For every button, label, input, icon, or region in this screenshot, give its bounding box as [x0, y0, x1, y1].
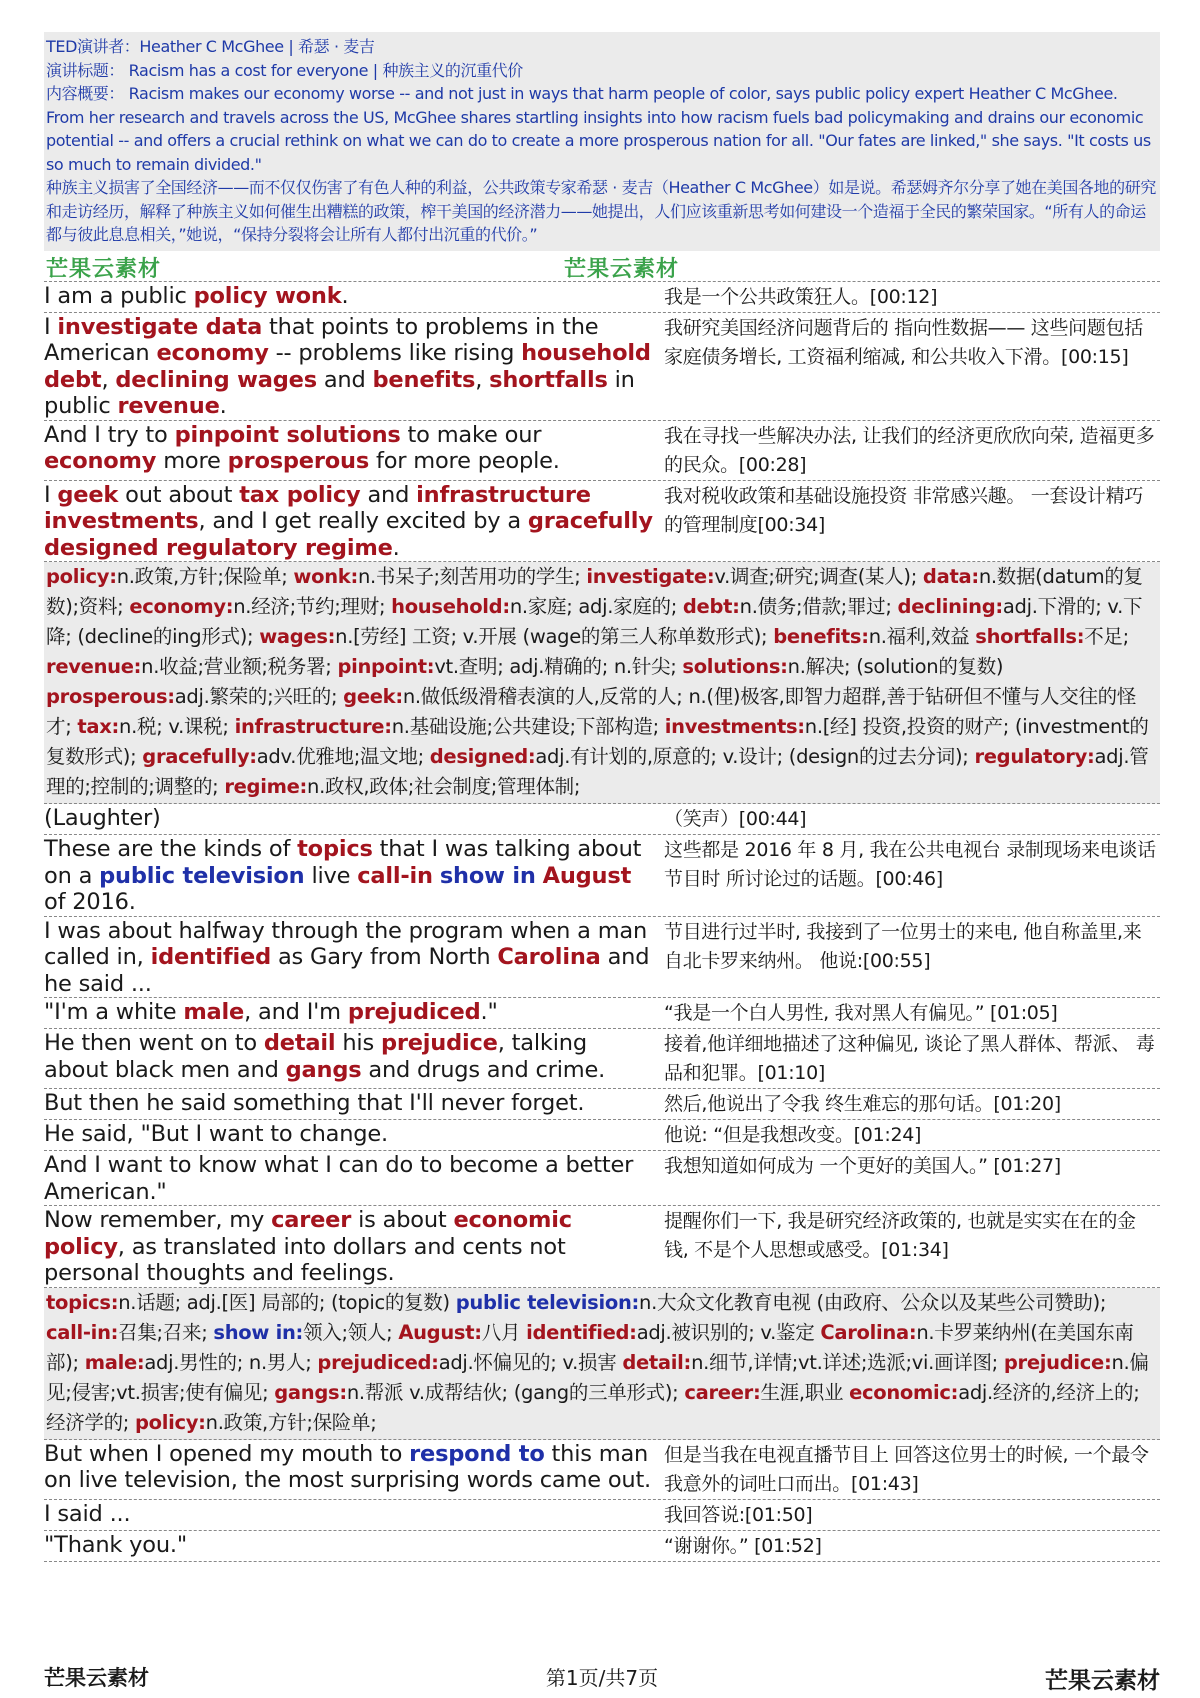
vocab-word: data:	[922, 565, 979, 588]
text-segment: is about	[351, 1207, 454, 1233]
english-line	[44, 1120, 656, 1150]
vocab-definition: n.数据(datum的复数);资料;	[46, 565, 1143, 618]
text-segment: These are the kinds of	[44, 836, 298, 862]
english-line	[44, 1531, 656, 1561]
english-line	[44, 421, 656, 480]
keyword: show in	[439, 862, 536, 889]
vocab-definition: adv.优雅地;温文地;	[256, 745, 430, 768]
vocab-entry	[213, 1321, 398, 1344]
text-segment: , talking about black men and	[44, 1030, 587, 1083]
vocab-definition: adj.管理的;控制的;调整的;	[46, 745, 1149, 798]
vocab-entry	[46, 685, 343, 708]
text-segment: I	[44, 481, 58, 508]
vocab-word: wonk:	[293, 565, 358, 588]
transcript-row	[44, 421, 1160, 481]
keyword: household debt	[44, 340, 651, 393]
transcript-row	[44, 998, 1160, 1029]
english-line	[44, 1089, 656, 1119]
chinese-line: 但是当我在电视直播节目上 回答这位男士的时候, 一个最令我意外的词吐口而出。[01:43]	[664, 1443, 1149, 1495]
text-segment: I	[44, 313, 58, 340]
text-segment: of 2016.	[44, 889, 136, 915]
vocab-definition: n.解决; (solution的复数)	[787, 655, 1004, 678]
text-segment: , and I'm	[244, 999, 348, 1025]
vocab-definition: n.[经] 投资,投资的财产; (investment的复数形式);	[46, 715, 1149, 768]
transcript-row	[44, 481, 1160, 563]
vocab-definition: n.经济;节约;理财;	[233, 595, 392, 618]
keyword: economy	[44, 448, 157, 474]
summary-zh: 种族主义损害了全国经济——而不仅仅伤害了有色人种的利益，公共政策专家希瑟 · 麦吉（Heather C McGhee）如是说。希瑟姆齐尔分享了她在美国各地的研究和走访经历，解释了种族主义如何催生出糟糕的政策，榨干美国的经济潜力——她提出，人们应该重新思考如何建设一个造福于全民的繁荣国家。“所有人的命运都与彼此息息相关，”她说，“保持分裂将会让所有人都付出沉重的代价。”	[46, 178, 1156, 244]
transcript-block-2	[44, 804, 1160, 1288]
keyword: male	[183, 999, 245, 1025]
vocab-definition: 召集;召来;	[118, 1320, 214, 1344]
vocab-definition: n.做低级滑稽表演的人,反常的人; n.(俚)极客,即智力超群,善于钻研但不懂与人交往的怪才;	[46, 685, 1137, 738]
page-footer	[44, 1662, 1160, 1692]
text-segment: that I was talking about on a	[44, 836, 642, 889]
text-segment	[536, 863, 543, 889]
brand-watermark-left: 芒果云素材	[46, 256, 162, 282]
text-segment: this man on live television, the most surprising words came out.	[44, 1440, 652, 1493]
brand-watermark-mid: 芒果云素材	[564, 256, 680, 282]
keyword: revenue	[117, 393, 220, 419]
english-line	[44, 835, 656, 916]
transcript-row	[44, 917, 1160, 999]
vocab-word: public television:	[455, 1290, 640, 1314]
text-segment: Now remember, my	[44, 1207, 272, 1233]
vocab-word: show in:	[213, 1320, 304, 1344]
text-segment: more	[156, 448, 228, 474]
vocab-word: economic:	[849, 1380, 959, 1404]
text-segment: and drugs and crime.	[361, 1056, 606, 1083]
vocab-word: debt:	[682, 595, 740, 618]
vocab-definition: 八月	[481, 1320, 527, 1344]
vocab-entry	[684, 1381, 849, 1404]
english-line	[44, 1206, 656, 1287]
text-segment: and	[316, 366, 373, 393]
text-segment: live	[304, 862, 358, 889]
text-segment: (Laughter)	[44, 805, 161, 831]
speaker-line: TED演讲者：Heather C McGhee | 希瑟 · 麦吉	[46, 37, 375, 56]
vocab-word: August:	[398, 1320, 482, 1344]
vocab-entry	[430, 745, 975, 768]
vocab-word: topics:	[46, 1290, 119, 1314]
text-segment: He then went on to	[44, 1030, 264, 1056]
vocab-entry	[773, 625, 975, 648]
transcript-row	[44, 1089, 1160, 1120]
text-segment: in public	[44, 366, 635, 419]
vocab-definition: 领入;领人;	[303, 1320, 399, 1344]
keyword: public television	[99, 862, 305, 889]
vocab-word: economy:	[129, 595, 234, 618]
keyword: benefits	[372, 366, 476, 393]
vocab-definition: n.大众文化教育电视 (由政府、公众以及某些公司赞助);	[639, 1290, 1107, 1314]
vocab-definition: n.基础设施;公共建设;下部构造;	[391, 715, 665, 738]
text-segment: , and I get really excited by a	[198, 508, 528, 534]
vocab-definition: n.政策,方针;保险单;	[116, 565, 294, 588]
transcript-row	[44, 1151, 1160, 1206]
keyword: tax policy	[239, 481, 361, 508]
vocab-entry	[622, 1351, 1004, 1374]
transcript-row	[44, 282, 1160, 313]
vocab-word: revenue:	[46, 655, 142, 678]
chinese-line: 我在寻找一些解决办法, 让我们的经济更欣欣向荣, 造福更多的民众。[00:28]	[664, 424, 1155, 476]
english-line	[44, 917, 656, 998]
text-segment: "Thank you."	[44, 1531, 188, 1558]
text-segment: ."	[480, 999, 498, 1025]
vocab-word: household:	[391, 595, 510, 618]
vocab-entry	[135, 1411, 377, 1434]
keyword: August	[542, 862, 632, 889]
footer-brand-left: 芒果云素材	[44, 1666, 149, 1690]
vocab-word: investments:	[664, 715, 805, 738]
vocab-entry	[337, 655, 682, 678]
text-segment: But when I opened my mouth to	[44, 1440, 410, 1467]
vocab-word: infrastructure:	[234, 715, 392, 738]
chinese-line: （笑声）[00:44]	[664, 808, 807, 830]
vocab-word: designed:	[429, 745, 536, 768]
text-segment: I said ...	[44, 1500, 131, 1527]
footer-brand-right: 芒果云素材	[1045, 1668, 1160, 1694]
vocab-entry	[46, 655, 337, 678]
keyword: investigate data	[57, 313, 263, 340]
keyword: shortfalls	[489, 366, 608, 393]
keyword: gangs	[285, 1056, 362, 1083]
vocab-definition: n.收益;营业额;税务署;	[141, 655, 338, 678]
vocab-definition: vt.查明; adj.精确的; n.针尖;	[434, 655, 683, 678]
text-segment	[433, 863, 440, 889]
vocab-entry	[526, 1321, 820, 1344]
chinese-line: 接着,他详细地描述了这种偏见, 谈论了黑人群体、帮派、 毒品和犯罪。[01:10]	[664, 1033, 1155, 1084]
transcript-row	[44, 1531, 1160, 1562]
keyword: gracefully designed regulatory regime	[44, 508, 653, 561]
english-line	[44, 313, 656, 420]
keyword: prosperous	[227, 448, 370, 474]
transcript-block-3	[44, 1440, 1160, 1562]
vocab-entry	[391, 595, 683, 618]
text-segment: But then he said something that I'll never forget.	[44, 1090, 585, 1116]
vocab-definition: adj.繁荣的;兴旺的;	[174, 685, 344, 708]
vocab-definition: 生涯,职业	[760, 1380, 850, 1404]
chinese-line: 我回答说:[01:50]	[664, 1503, 813, 1526]
chinese-line: 我想知道如何成为 一个更好的美国人。” [01:27]	[664, 1155, 1061, 1177]
chinese-line: “谢谢你。” [01:52]	[664, 1534, 822, 1557]
vocab-definition: n.书呆子;刻苦用功的学生;	[357, 565, 587, 588]
keyword: policy wonk	[193, 282, 342, 309]
english-line	[44, 1440, 656, 1499]
keyword: prejudice	[380, 1030, 498, 1056]
vocab-entry	[46, 565, 293, 588]
vocab-block-1	[44, 562, 1160, 804]
vocab-entry	[46, 1291, 456, 1314]
vocab-definition: n.税; v.课税;	[119, 715, 235, 738]
keyword: prejudiced	[347, 999, 481, 1025]
vocab-entry	[85, 1351, 318, 1374]
vocab-entry	[586, 565, 923, 588]
document-page	[44, 32, 1160, 1562]
text-segment: to make our	[400, 421, 542, 448]
vocab-entry	[398, 1321, 526, 1344]
vocab-word: gracefully:	[142, 745, 257, 768]
vocab-definition: adj.被识别的; v.鉴定	[636, 1320, 821, 1344]
chinese-line: 然后,他说出了令我 终生难忘的那句话。[01:20]	[664, 1093, 1061, 1115]
vocab-definition: n.债务;借款;罪过;	[739, 595, 898, 618]
keyword: career	[271, 1207, 352, 1233]
transcript-row	[44, 1120, 1160, 1151]
vocab-word: prosperous:	[46, 685, 175, 708]
vocab-word: policy:	[46, 565, 117, 588]
text-segment: "I'm a white	[44, 999, 184, 1025]
vocab-definition: n.家庭; adj.家庭的;	[509, 595, 683, 618]
text-segment: He said, "But I want to change.	[44, 1121, 388, 1147]
keyword: infrastructure investments	[44, 481, 591, 534]
vocab-word: Carolina:	[820, 1320, 917, 1344]
vocab-word: pinpoint:	[337, 655, 435, 678]
text-segment: , as translated into dollars and cents not personal thoughts and feelings.	[44, 1233, 566, 1286]
vocab-definition: n.卡罗莱纳州(在美国东南部);	[46, 1320, 1134, 1374]
transcript-row	[44, 835, 1160, 917]
vocab-entry	[274, 1381, 684, 1404]
vocab-entry	[683, 595, 898, 618]
text-segment: .	[392, 534, 400, 561]
keyword: Carolina	[497, 944, 601, 970]
vocab-word: identified:	[526, 1320, 637, 1344]
keyword: declining wages	[115, 366, 317, 393]
text-segment: out about	[118, 481, 240, 508]
keyword: identified	[150, 944, 271, 970]
vocab-word: benefits:	[773, 625, 869, 648]
text-segment: his	[335, 1030, 381, 1056]
vocab-word: call-in:	[46, 1320, 119, 1344]
english-line	[44, 1029, 656, 1088]
text-segment: I am a public	[44, 282, 194, 309]
vocab-definition: n.话题; adj.[医] 局部的; (topic的复数)	[118, 1290, 456, 1314]
vocab-word: tax:	[77, 715, 120, 738]
text-segment: -- problems like rising	[268, 340, 522, 366]
text-segment: and he said ...	[44, 944, 650, 997]
vocab-entry	[975, 625, 1129, 648]
transcript-row	[44, 804, 1160, 835]
keyword: economy	[156, 340, 269, 366]
keyword: call-in	[357, 862, 433, 889]
chinese-line: 节目进行过半时, 我接到了一位男士的来电, 他自称盖里,来自北卡罗来纳州。 他说:[00:55]	[664, 920, 1142, 972]
vocab-definition: adj.下滑的; v.下降; (decline的ing形式);	[46, 595, 1143, 648]
vocab-word: shortfalls:	[975, 625, 1085, 648]
text-segment: ,	[475, 366, 490, 393]
brand-bar	[44, 251, 1160, 282]
vocab-entry	[77, 715, 234, 738]
vocab-definition: n.政策,方针;保险单;	[205, 1410, 377, 1434]
vocab-word: detail:	[622, 1350, 692, 1374]
english-line	[44, 804, 656, 834]
keyword: pinpoint solutions	[174, 421, 401, 448]
transcript-row	[44, 313, 1160, 421]
vocab-word: geek:	[343, 685, 403, 708]
chinese-line: 我是一个公共政策狂人。[00:12]	[664, 285, 938, 308]
transcript-row	[44, 1500, 1160, 1531]
transcript-row	[44, 1206, 1160, 1288]
vocab-definition: adj.经济的,经济上的;经济学的;	[46, 1380, 1140, 1434]
keyword: economic policy	[44, 1207, 572, 1260]
vocab-entry	[682, 655, 1003, 678]
text-segment: .	[341, 282, 349, 309]
vocab-word: prejudiced:	[317, 1350, 439, 1374]
transcript-row	[44, 1440, 1160, 1500]
english-line	[44, 998, 656, 1028]
vocab-word: male:	[84, 1350, 145, 1374]
vocab-definition: adj.有计划的,原意的; v.设计; (design的过去分词);	[535, 745, 975, 768]
text-segment: .	[219, 393, 227, 419]
summary-en: 内容概要： Racism makes our economy worse -- and not just in ways that harm people of color, says public policy expert Heather C McGhee. From her research and travels across the US, McGhee shares startling insights into how racism fuels bad policymaking and drains our economic potential -- and offers a crucial rethink on what we can do to create a more prosperous nation for all. "Our fates are linked," she says. "It costs us so much to remain divided."	[46, 84, 1151, 174]
keyword: geek	[57, 481, 119, 508]
text-segment: as Gary from North	[271, 944, 498, 970]
vocab-entry	[142, 745, 429, 768]
vocab-entry	[456, 1291, 1107, 1314]
vocab-definition: v.调查;研究;调查(某人);	[714, 565, 923, 588]
chinese-line: “我是一个白人男性, 我对黑人有偏见。” [01:05]	[664, 1002, 1058, 1024]
vocab-definition: n.福利,效益	[868, 625, 976, 648]
vocab-definition: n.偏见;侵害;vt.损害;使有偏见;	[46, 1350, 1149, 1404]
text-segment: And I want to know what I can do to become a better American."	[44, 1152, 634, 1205]
vocab-entry	[259, 625, 773, 648]
transcript-row	[44, 1029, 1160, 1089]
vocab-word: solutions:	[682, 655, 788, 678]
vocab-entry	[46, 1321, 213, 1344]
chinese-line: 提醒你们一下, 我是研究经济政策的, 也就是实实在在的金钱, 不是个人思想或感受。[01:34]	[664, 1210, 1136, 1261]
text-segment: that points to problems in the American	[44, 313, 599, 366]
vocab-entry	[129, 595, 391, 618]
title-line: 演讲标题： Racism has a cost for everyone | 种族主义的沉重代价	[46, 60, 523, 80]
keyword: detail	[263, 1030, 336, 1056]
vocab-block-2	[44, 1288, 1160, 1440]
text-segment: and	[360, 481, 417, 508]
vocab-entry	[224, 775, 580, 798]
text-segment: for more people.	[369, 448, 560, 474]
talk-header	[44, 32, 1160, 251]
keyword: respond to	[409, 1440, 545, 1467]
chinese-line: 他说: “但是我想改变。[01:24]	[664, 1124, 922, 1146]
english-line	[44, 1151, 656, 1205]
vocab-definition: n.帮派 v.成帮结伙; (gang的三单形式);	[346, 1380, 685, 1404]
vocab-definition: n.细节,详情;vt.详述;选派;vi.画详图;	[691, 1350, 1004, 1374]
vocab-definition: n.[劳经] 工资; v.开展 (wage的第三人称单数形式);	[335, 625, 774, 648]
vocab-word: declining:	[897, 595, 1003, 618]
vocab-word: wages:	[259, 625, 336, 648]
vocab-word: career:	[684, 1380, 761, 1404]
vocab-definition: adj.怀偏见的; v.损害	[438, 1350, 623, 1374]
chinese-line: 我研究美国经济问题背后的 指向性数据—— 这些问题包括 家庭债务增长, 工资福利缩减, 和公共收入下滑。[00:15]	[664, 316, 1143, 368]
vocab-definition: 不足;	[1084, 625, 1129, 648]
transcript-block-1	[44, 282, 1160, 563]
chinese-line: 我对税收政策和基础设施投资 非常感兴趣。 一套设计精巧的管理制度[00:34]	[664, 484, 1143, 536]
english-line	[44, 1500, 656, 1530]
english-line	[44, 282, 656, 312]
vocab-word: regime:	[224, 775, 308, 798]
vocab-definition: adj.男性的; n.男人;	[144, 1350, 318, 1374]
vocab-word: prejudice:	[1003, 1350, 1112, 1374]
chinese-line: 这些都是 2016 年 8 月, 我在公共电视台 录制现场来电谈话节目时 所讨论过的话题。[00:46]	[664, 839, 1156, 890]
keyword: topics	[297, 836, 373, 862]
vocab-word: gangs:	[274, 1380, 347, 1404]
text-segment: ,	[101, 366, 116, 393]
vocab-entry	[235, 715, 665, 738]
text-segment: I was about halfway through the program when a man called in,	[44, 917, 648, 970]
page-number: 第1页/共7页	[545, 1666, 659, 1690]
vocab-word: policy:	[134, 1410, 206, 1434]
vocab-entry	[293, 565, 586, 588]
text-segment: And I try to	[44, 421, 175, 448]
vocab-entry	[317, 1351, 622, 1374]
vocab-word: investigate:	[586, 565, 715, 588]
vocab-definition: n.政权,政体;社会制度;管理体制;	[307, 775, 581, 798]
english-line	[44, 481, 656, 562]
vocab-word: regulatory:	[974, 745, 1095, 768]
